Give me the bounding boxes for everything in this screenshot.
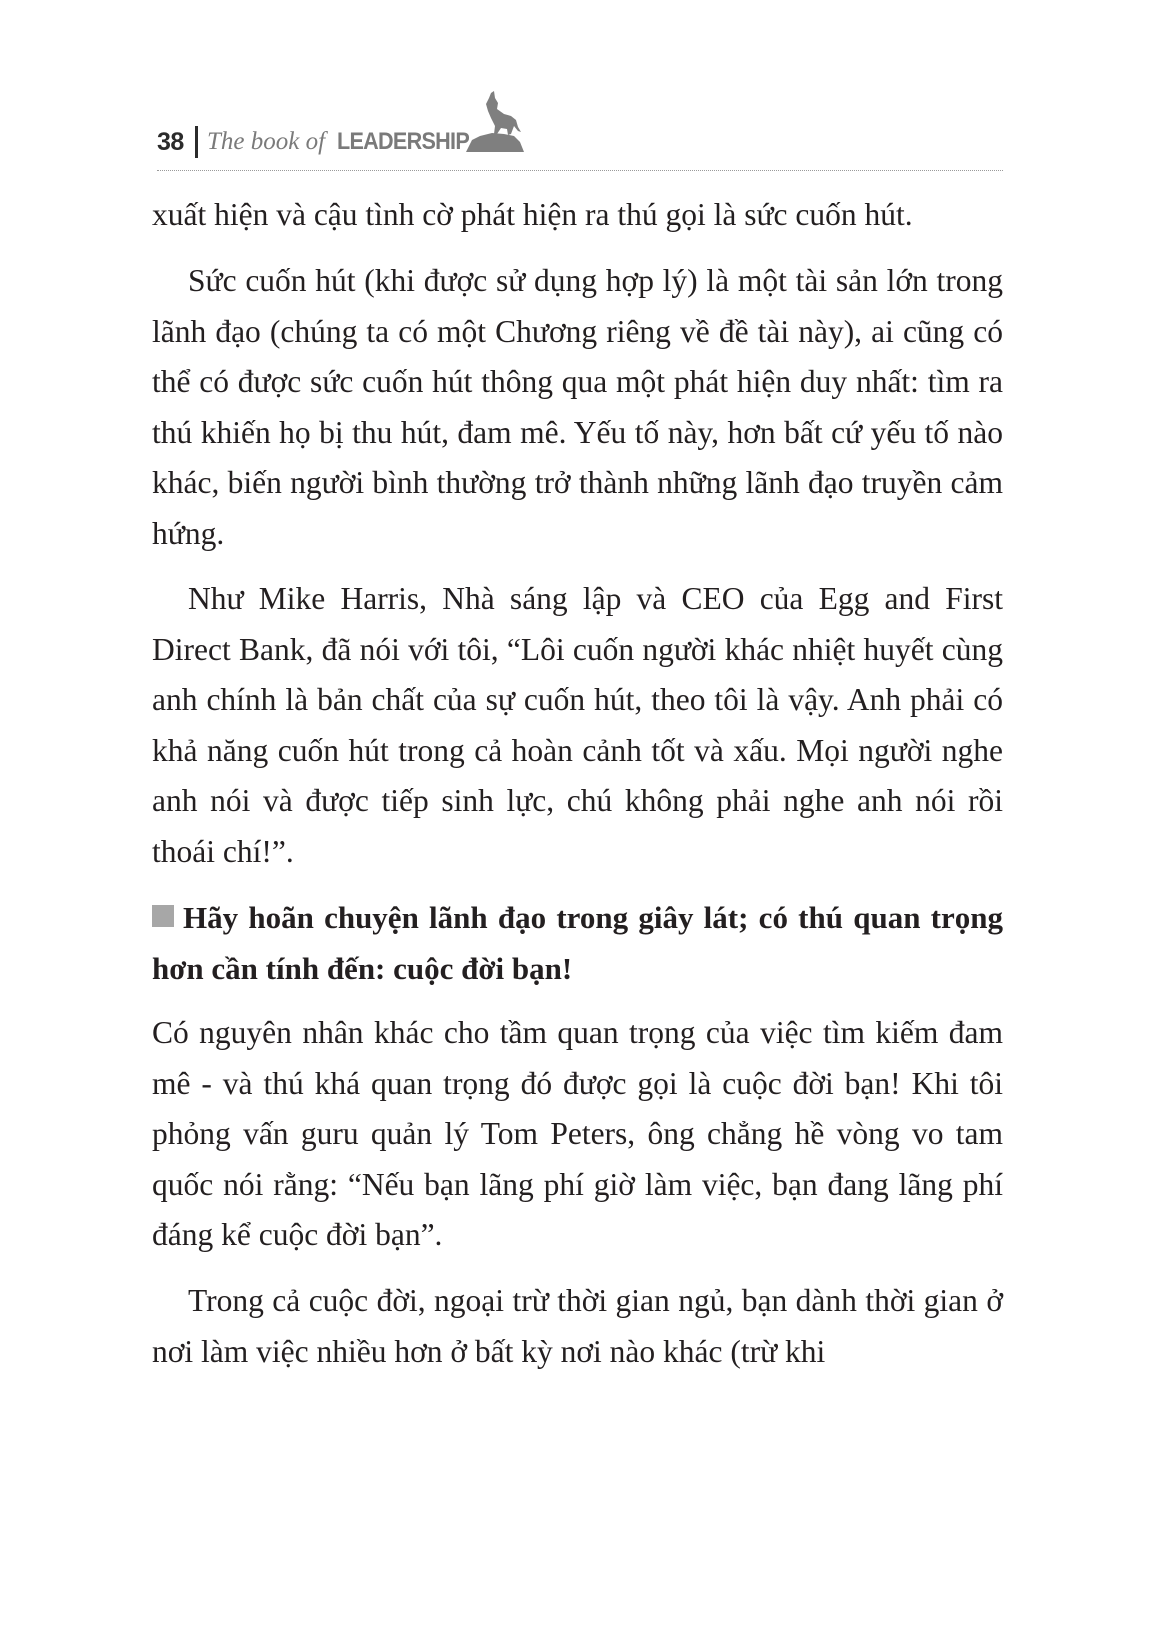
section-heading (152, 892, 1003, 994)
book-title-prefix: The book of (207, 128, 326, 155)
running-head (157, 88, 1003, 172)
paragraph-2: Sức cuốn hút (khi được sử dụng hợp lý) là một tài sản lớn trong lãnh đạo (chúng ta có một Chương riêng về đề tài này), ai cũng có thể có được sức cuốn hút thông qua một phát hiện duy nhất: tìm ra thú khiến họ bị thu hút, đam mê. Yếu tố này, hơn bất cứ yếu tố nào khác, biến người bình thường trở thành những lãnh đạo truyền cảm hứng. (152, 263, 1003, 551)
paragraph-3: Như Mike Harris, Nhà sáng lập và CEO của Egg and First Direct Bank, đã nói với tôi, “Lôi cuốn người khác nhiệt huyết cùng anh chính là bản chất của sự cuốn hút, theo tôi là vậy. Anh phải có khả năng cuốn hút trong cả hoàn cảnh tốt và xấu. Mọi người nghe anh nói và được tiếp sinh lực, chú không phải nghe anh nói rồi thoái chí!”. (152, 581, 1003, 869)
paragraph-4: Có nguyên nhân khác cho tầm quan trọng của việc tìm kiếm đam mê - và thú khá quan trọng đó được gọi là cuộc đời bạn! Khi tôi phỏng vấn guru quản lý Tom Peters, ông chẳng hề vòng vo tam quốc nói rằng: “Nếu bạn lãng phí giờ làm việc, bạn đang lãng phí đáng kể cuộc đời bạn”. (152, 1015, 1003, 1252)
header-divider-bar (195, 126, 198, 158)
section-heading-text: Hãy hoãn chuyện lãnh đạo trong giây lát; có thú quan trọng hơn cần tính đến: cuộc đời bạn! (152, 900, 1003, 986)
book-title: LEADERSHIP (337, 128, 470, 155)
paragraph-1: xuất hiện và cậu tình cờ phát hiện ra thú gọi là sức cuốn hút. (152, 197, 913, 232)
page-number: 38 (157, 128, 184, 156)
heading-bullet-square (152, 905, 174, 927)
howling-wolf-icon (464, 90, 524, 152)
paragraph-5: Trong cả cuộc đời, ngoại trừ thời gian ngủ, bạn dành thời gian ở nơi làm việc nhiều hơn ở bất kỳ nơi nào khác (trừ khi (152, 1283, 1003, 1369)
header-rule (157, 170, 1003, 171)
